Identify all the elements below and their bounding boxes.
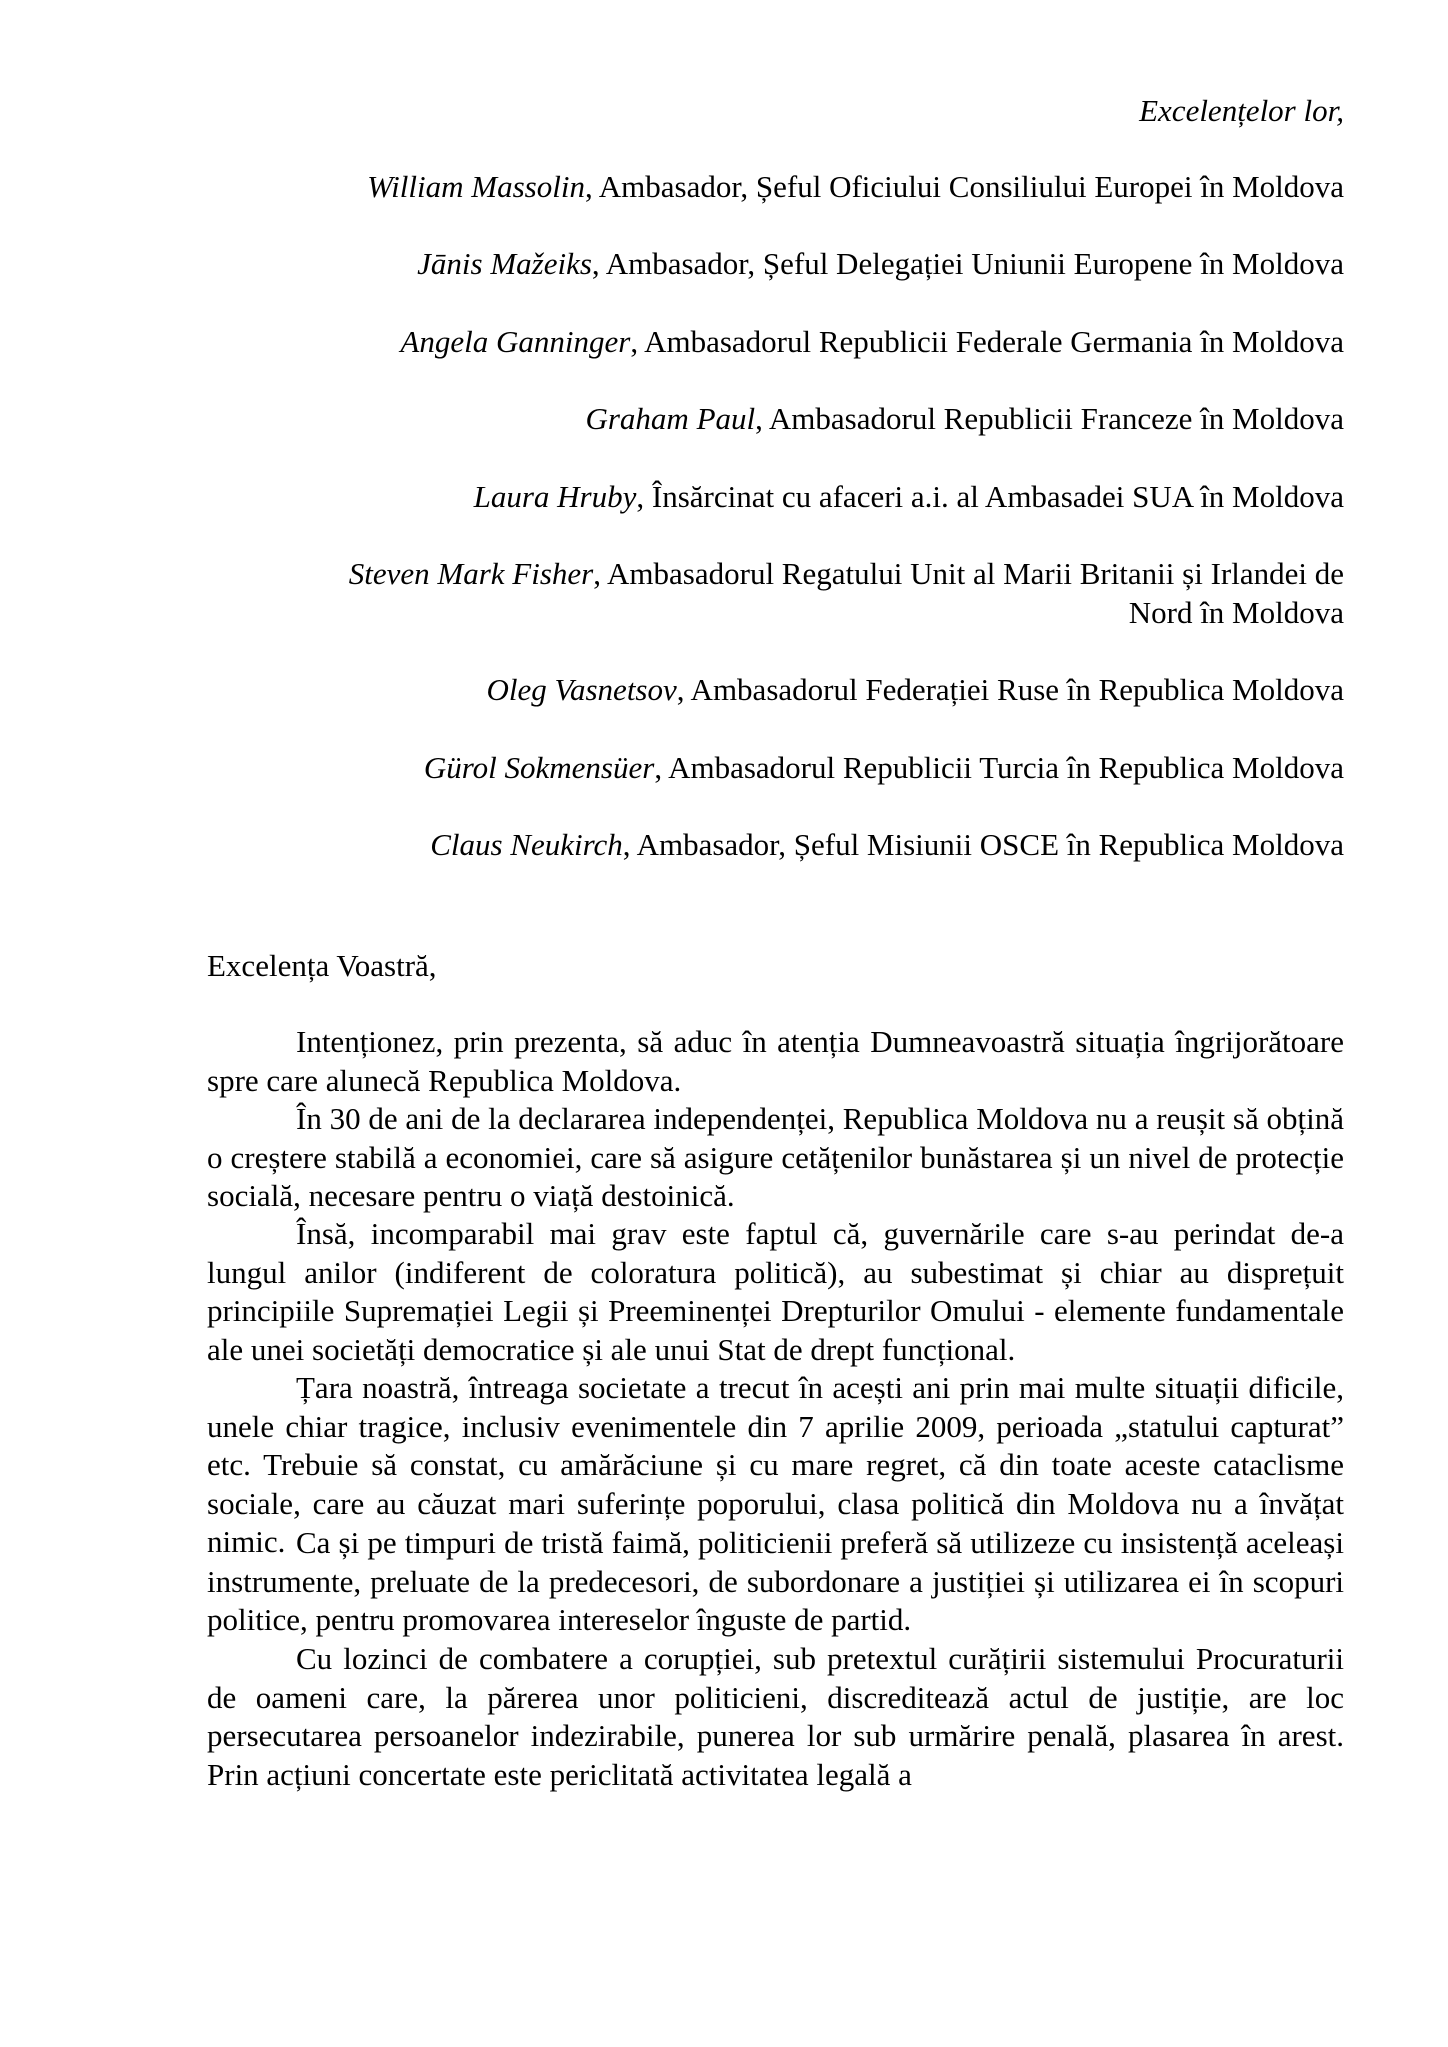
recipient-line [424, 749, 1344, 787]
recipient-line [400, 323, 1344, 361]
recipient-name: William Massolin [367, 169, 585, 204]
recipient-name: Oleg Vasnetsov [486, 672, 677, 707]
recipient-name: Graham Paul [585, 401, 756, 436]
recipient-line [474, 478, 1344, 516]
greeting: Excelența Voastră, [207, 948, 437, 983]
recipient-role: , Ambasador, Șeful Delegației Uniunii Europene în Moldova [591, 246, 1344, 281]
recipient-name: Gürol Sokmensüer [423, 750, 655, 785]
body-paragraph: Țara noastră, întreaga societate a trecut în acești ani prin mai multe situații dificile, unele chiar tragice, inclusiv evenimentele din 7 aprilie 2009, perioada „statului capturat” etc. Trebuie să constat, cu amărăciune și cu mare regret, că din toate aceste cataclisme sociale, care au căuzat mari suferințe poporului, clasa politică din Moldova nu a învățat nimic. [207, 1370, 1344, 1559]
recipient-name: Laura Hruby [473, 479, 637, 514]
body-paragraph: Însă, incomparabil mai grav este faptul că, guvernările care s-au perindat de-a lungul anilor (indiferent de coloratura politică), au subestimat și chiar au disprețuit principiile Supremației Legii și Preeminenței Drepturilor Omului - elemente fundamentale ale unei societăți democratice și ale unui Stat de drept funcțional. [207, 1216, 1344, 1367]
body-paragraph: Ca și pe timpuri de tristă faimă, politicienii preferă să utilizeze cu insistență aceleași instrumente, preluate de la predecesori, de subordonare a justiției și utilizarea ei în scopuri politice, pentru promovarea intereselor înguste de partid. [207, 1525, 1344, 1637]
recipient-role: , Ambasadorul Republicii Turcia în Republica Moldova [654, 750, 1344, 785]
recipient-role: , Ambasadorul Republicii Franceze în Moldova [755, 401, 1344, 436]
recipient-name: Jānis Mažeiks [417, 246, 592, 281]
recipient-role: , Ambasadorul Regatului Unit al Marii Britanii și Irlandei de [593, 556, 1344, 591]
body-paragraph: Intenționez, prin prezenta, să aduc în atenția Dumneavoastră situația îngrijorătoare spre care alunecă Republica Moldova. [207, 1024, 1344, 1098]
recipient-role: , Ambasadorul Federației Ruse în Republica Moldova [676, 672, 1344, 707]
salutation-header: Excelențelor lor, [1139, 93, 1344, 128]
recipient-line [486, 671, 1344, 709]
body-paragraph: În 30 de ani de la declararea independenței, Republica Moldova nu a reușit să obțină o creștere stabilă a economiei, care să asigure cetățenilor bunăstarea și un nivel de protecție socială, necesare pentru o viață destoinică. [207, 1101, 1344, 1213]
recipient-role-continuation: Nord în Moldova [1128, 595, 1344, 630]
recipient-line [430, 826, 1344, 864]
recipient-role: , Însărcinat cu afaceri a.i. al Ambasadei SUA în Moldova [636, 479, 1344, 514]
recipient-line [585, 400, 1344, 438]
recipient-role: , Ambasador, Șeful Misiunii OSCE în Republica Moldova [622, 827, 1344, 862]
recipient-name: Angela Ganninger [400, 324, 631, 359]
recipient-role: , Ambasador, Șeful Oficiului Consiliului Europei în Moldova [584, 169, 1344, 204]
recipient-name: Steven Mark Fisher [348, 556, 594, 591]
recipient-role: , Ambasadorul Republicii Federale Germania în Moldova [630, 324, 1344, 359]
recipient-line [349, 555, 1344, 593]
body-paragraph: Cu lozinci de combatere a corupției, sub pretextul curățirii sistemului Procuraturii de oameni care, la părerea unor politicieni, discreditează actul de justiție, are loc persecutarea persoanelor indezirabile, punerea lor sub urmărire penală, plasarea în arest. Prin acțiuni concertate este periclitată activitatea legală a [207, 1641, 1344, 1792]
recipient-line [367, 168, 1344, 206]
recipient-line [417, 245, 1344, 283]
recipient-name: Claus Neukirch [430, 827, 623, 862]
